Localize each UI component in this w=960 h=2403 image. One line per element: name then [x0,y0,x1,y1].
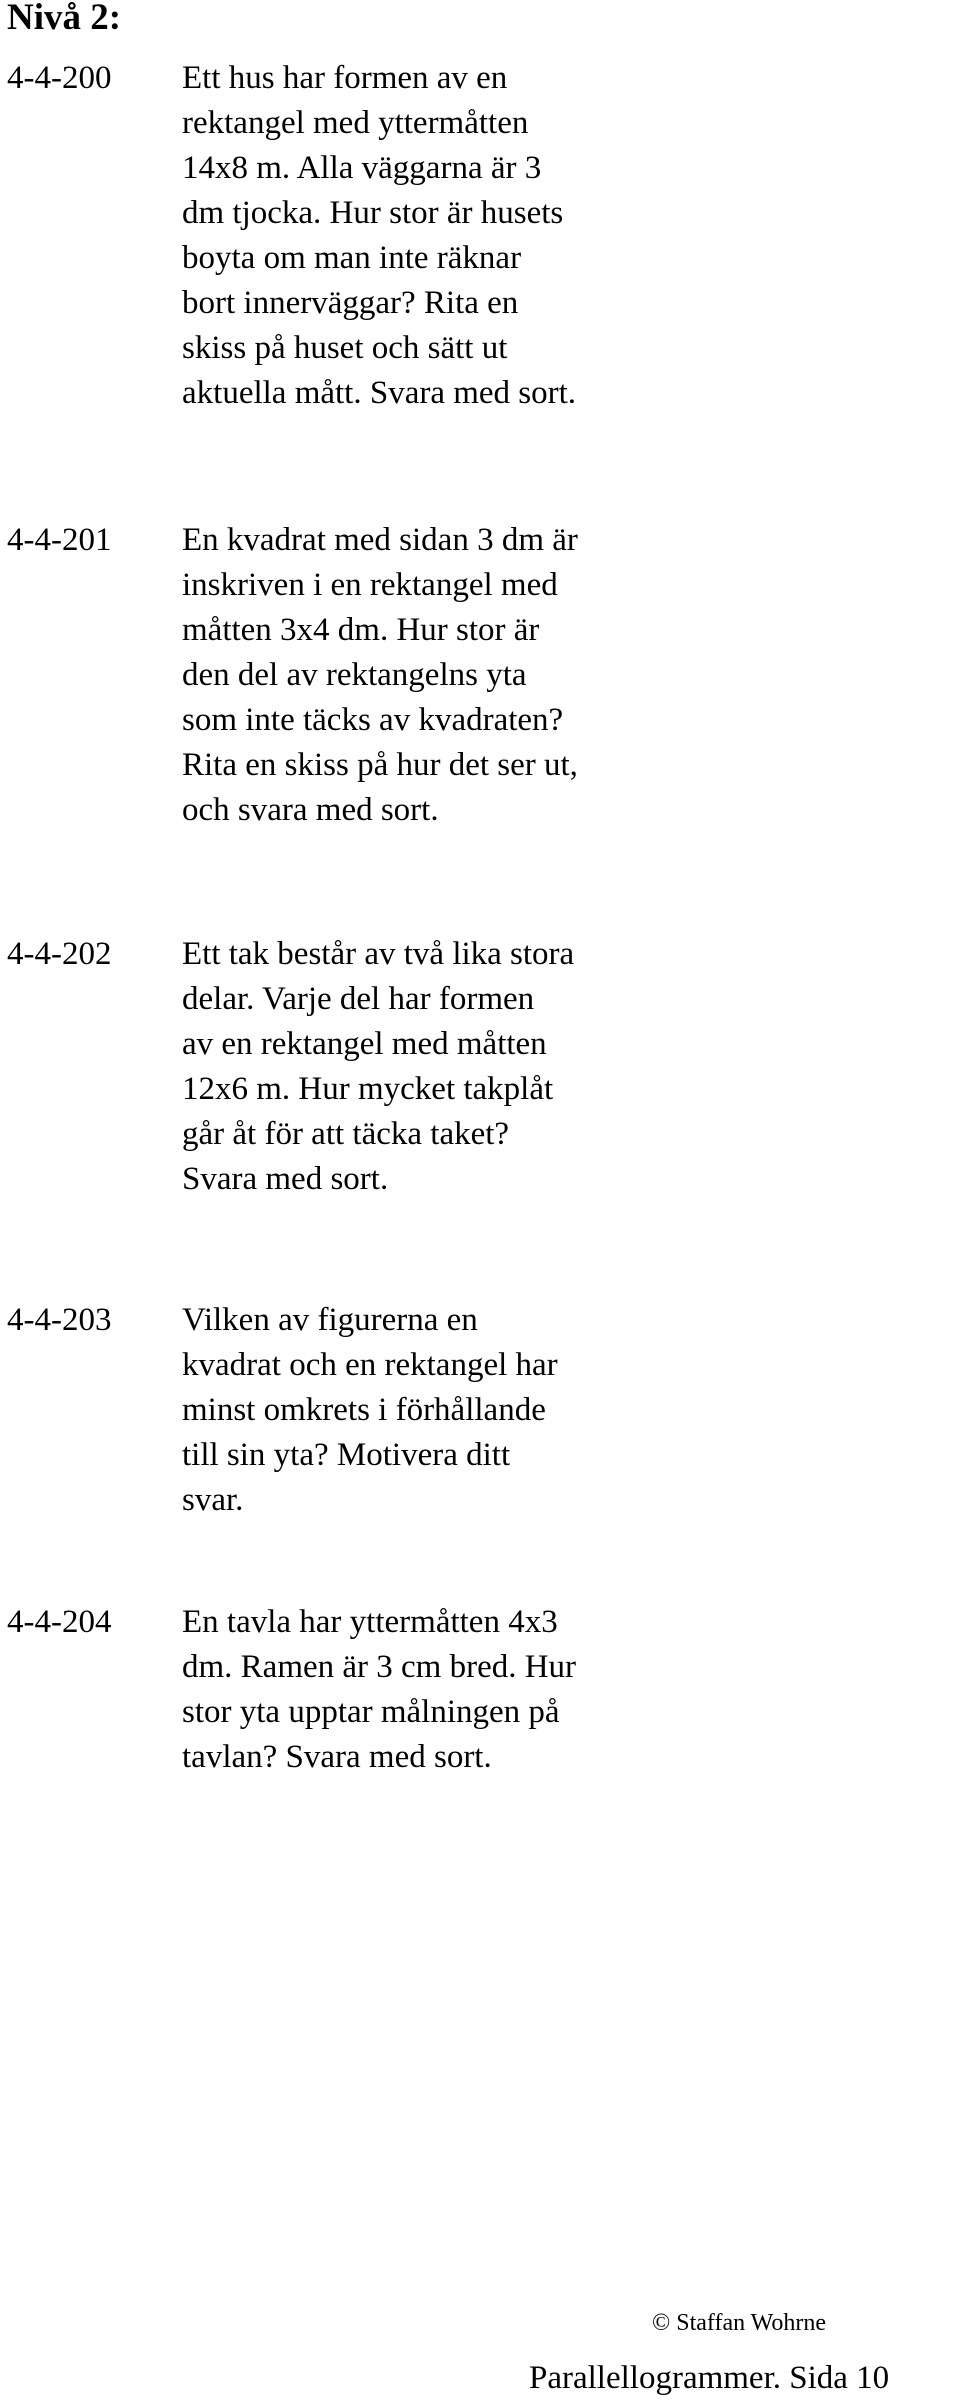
problem-text-line: delar. Varje del har formen [182,981,535,1017]
problem-text-line: Vilken av figurerna en [182,1302,478,1338]
problem-text [182,518,682,833]
problem-text-line: aktuella mått. Svara med sort. [182,375,577,411]
problem-text-line: som inte täcks av kvadraten? [182,702,564,738]
problem-text-line: Rita en skiss på hur det ser ut, [182,747,578,783]
problem-text-line: tavlan? Svara med sort. [182,1739,492,1775]
problem-text [182,932,682,1202]
problem-number: 4-4-200 [7,60,112,96]
problem-text-line: dm. Ramen är 3 cm bred. Hur [182,1649,577,1685]
page-footer: Parallellogrammer. Sida 10 [529,2360,890,2396]
problem-number: 4-4-202 [7,936,112,972]
problem-text-line: Ett tak består av två lika stora [182,936,575,972]
problem-number: 4-4-201 [7,522,112,558]
problem-text-line: av en rektangel med måtten [182,1026,547,1062]
problem-text-line: måtten 3x4 dm. Hur stor är [182,612,540,648]
problem-text-line: och svara med sort. [182,792,439,828]
problem-text [182,1298,682,1523]
problem-number: 4-4-204 [7,1604,112,1640]
problem-text-line: stor yta upptar målningen på [182,1694,560,1730]
copyright-notice: © Staffan Wohrne [652,2310,827,2336]
problem-text-line: kvadrat och en rektangel har [182,1347,558,1383]
problem-text-line: inskriven i en rektangel med [182,567,558,603]
problem-text-line: 12x6 m. Hur mycket takplåt [182,1071,554,1107]
problem-text-line: Ett hus har formen av en [182,60,508,96]
problem-number: 4-4-203 [7,1302,112,1338]
problem-text-line: En kvadrat med sidan 3 dm är [182,522,578,558]
problem-text-line: bort innerväggar? Rita en [182,285,519,321]
problem-text-line: minst omkrets i förhållande [182,1392,546,1428]
level-heading: Nivå 2: [7,0,122,38]
problem-text-line: En tavla har yttermåtten 4x3 [182,1604,558,1640]
problem-text-line: till sin yta? Motivera ditt [182,1437,511,1473]
problem-text-line: den del av rektangelns yta [182,657,527,693]
problem-text-line: dm tjocka. Hur stor är husets [182,195,564,231]
problem-text-line: skiss på huset och sätt ut [182,330,508,366]
problem-text-line: går åt för att täcka taket? [182,1116,510,1152]
problem-text-line: Svara med sort. [182,1161,389,1197]
problem-text [182,56,682,416]
problem-text-line: 14x8 m. Alla väggarna är 3 [182,150,542,186]
problem-text-line: boyta om man inte räknar [182,240,522,276]
problem-text [182,1600,682,1780]
problem-text-line: rektangel med yttermåtten [182,105,529,141]
problem-text-line: svar. [182,1482,244,1518]
